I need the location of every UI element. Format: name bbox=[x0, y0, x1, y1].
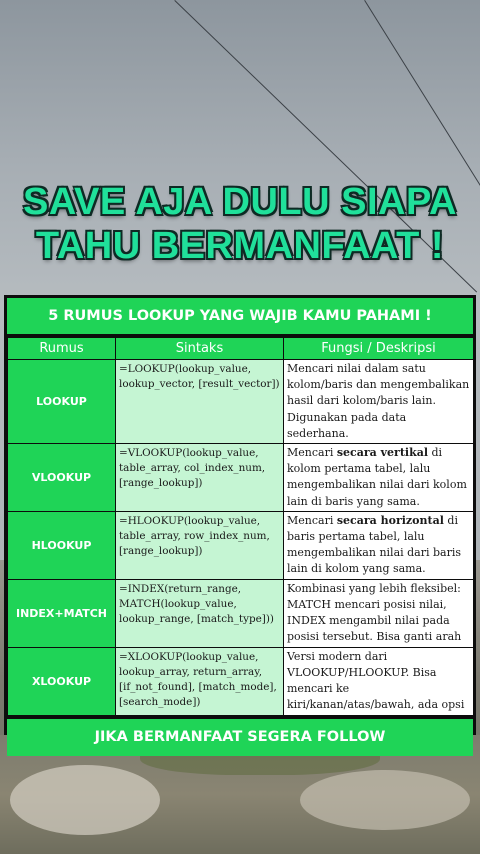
header-rumus: Rumus bbox=[8, 338, 116, 360]
formula-name: HLOOKUP bbox=[8, 511, 116, 579]
formula-syntax: =INDEX(return_range, MATCH(lookup_value, lookup_range, [match_type])) bbox=[116, 579, 284, 647]
formula-description: Mencari nilai dalam satu kolom/baris dan mengembalikan hasil dari kolom/baris lain. Digunakan pada data sederhana. bbox=[284, 360, 474, 444]
formula-syntax: =XLOOKUP(lookup_value, lookup_array, return_array, [if_not_found], [match_mode], [search_mode]) bbox=[116, 647, 284, 715]
formula-name: XLOOKUP bbox=[8, 647, 116, 715]
lookup-card bbox=[4, 295, 476, 746]
header-sintaks: Sintaks bbox=[116, 338, 284, 360]
formula-name: INDEX+MATCH bbox=[8, 579, 116, 647]
table-row bbox=[8, 511, 474, 579]
formula-syntax: =LOOKUP(lookup_value, lookup_vector, [result_vector]) bbox=[116, 360, 284, 444]
formula-syntax: =HLOOKUP(lookup_value, table_array, row_index_num, [range_lookup]) bbox=[116, 511, 284, 579]
formula-description: Kombinasi yang lebih fleksibel: MATCH mencari posisi nilai, INDEX mengambil nilai pada posisi tersebut. Bisa ganti arah bbox=[284, 579, 474, 647]
formula-name: VLOOKUP bbox=[8, 444, 116, 512]
headline-line-1: SAVE AJA DULU SIAPA bbox=[23, 181, 457, 223]
formula-name: LOOKUP bbox=[8, 360, 116, 444]
lookup-table bbox=[7, 337, 474, 716]
card-footer-cta: JIKA BERMANFAAT SEGERA FOLLOW bbox=[7, 719, 473, 756]
header-fungsi: Fungsi / Deskripsi bbox=[284, 338, 474, 360]
table-row bbox=[8, 444, 474, 512]
sand-patch bbox=[300, 770, 470, 830]
table-row bbox=[8, 579, 474, 647]
table-header-row bbox=[8, 338, 474, 360]
table-row bbox=[8, 360, 474, 444]
headline-line-2: TAHU BERMANFAAT ! bbox=[35, 225, 445, 267]
formula-description: Mencari secara horizontal di baris pertama tabel, lalu mengembalikan nilai dari baris lain di kolom yang sama. bbox=[284, 511, 474, 579]
headline bbox=[0, 180, 480, 268]
table-row bbox=[8, 647, 474, 715]
formula-syntax: =VLOOKUP(lookup_value, table_array, col_index_num, [range_lookup]) bbox=[116, 444, 284, 512]
sand-patch bbox=[10, 765, 160, 835]
formula-description: Mencari secara vertikal di kolom pertama tabel, lalu mengembalikan nilai dari kolom lain di baris yang sama. bbox=[284, 444, 474, 512]
card-title: 5 RUMUS LOOKUP YANG WAJIB KAMU PAHAMI ! bbox=[7, 298, 473, 334]
formula-description: Versi modern dari VLOOKUP/HLOOKUP. Bisa mencari ke kiri/kanan/atas/bawah, ada opsi bbox=[284, 647, 474, 715]
